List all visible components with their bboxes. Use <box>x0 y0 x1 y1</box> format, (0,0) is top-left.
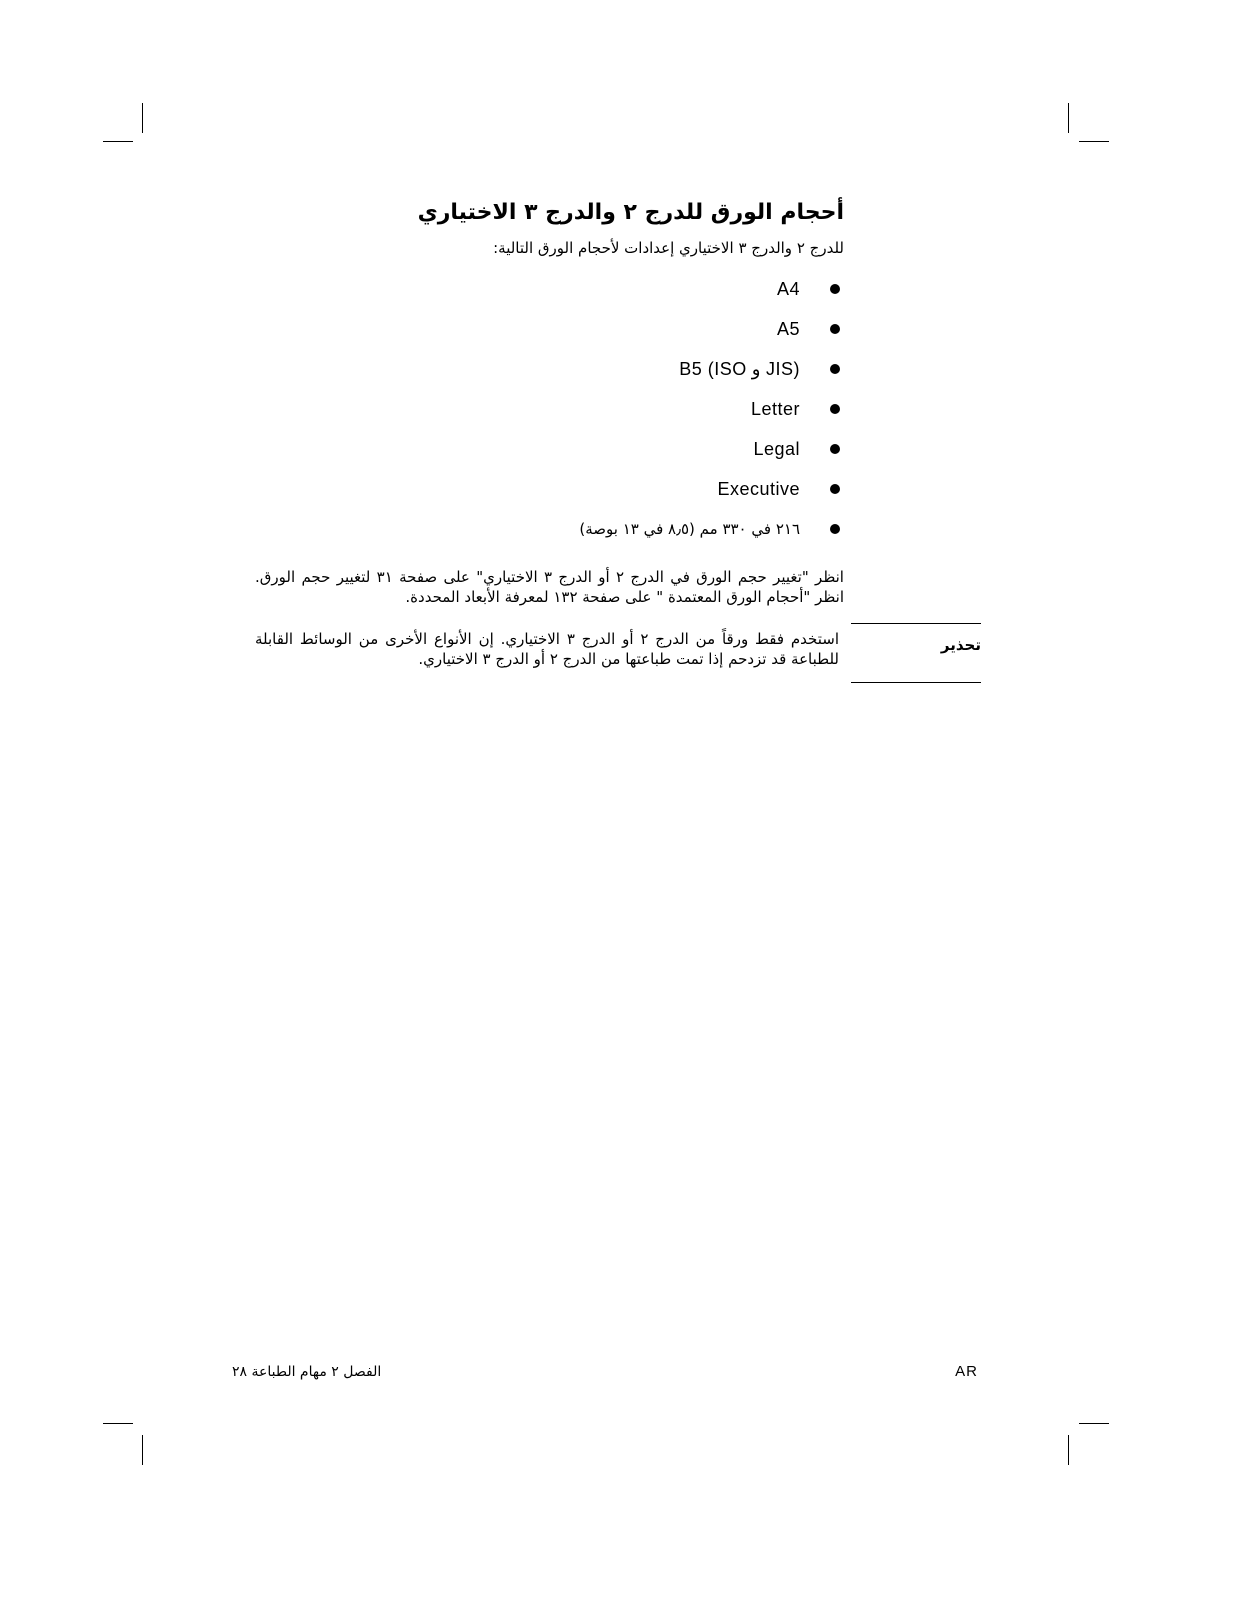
list-item-label: Letter <box>750 399 800 419</box>
crop-mark-bottom-right-vertical <box>1068 1435 1069 1465</box>
list-item-label: ٢١٦ في ٣٣٠ مم (٨٫٥ في ١٣ بوصة) <box>579 520 800 538</box>
list-item-label: Executive <box>717 479 800 499</box>
list-item <box>255 349 844 389</box>
footer-language: AR <box>955 1363 978 1380</box>
list-item-label: Legal <box>753 439 800 459</box>
bullet-icon <box>830 324 840 334</box>
warning-box <box>255 623 981 683</box>
list-item <box>255 389 844 429</box>
bullet-icon <box>830 524 840 534</box>
crop-mark-top-right-horizontal <box>1079 141 1109 142</box>
warning-top-rule <box>851 623 981 624</box>
list-item <box>255 309 844 349</box>
warning-label: تحذير <box>940 636 981 654</box>
list-item <box>255 469 844 509</box>
crop-mark-bottom-left-horizontal <box>103 1423 133 1424</box>
list-item <box>255 429 844 469</box>
crop-mark-top-left-horizontal <box>103 141 133 142</box>
bullet-icon <box>830 404 840 414</box>
crop-mark-top-left-vertical <box>142 103 143 133</box>
paper-size-list <box>255 269 844 549</box>
reference-note: انظر "تغيير حجم الورق في الدرج ٢ أو الدرج ٣ الاختياري" على صفحة ٣١ لتغيير حجم الورق. انظر "أحجام الورق المعتمدة " على صفحة ١٣٢ لمعرفة الأبعاد المحددة. <box>255 568 844 606</box>
warning-text: استخدم فقط ورقاً من الدرج ٢ أو الدرج ٣ الاختياري. إن الأنواع الأخرى من الوسائط القابلة للطباعة قد تزدحم إذا تمت طباعتها من الدرج ٢ أو الدرج ٣ الاختياري. <box>255 630 839 668</box>
footer-chapter: الفصل ٢ مهام الطباعة ٢٨ <box>232 1364 382 1380</box>
list-item-label: (JIS و ISO) B5 <box>679 359 800 379</box>
bullet-icon <box>830 364 840 374</box>
crop-mark-bottom-right-horizontal <box>1079 1423 1109 1424</box>
bullet-icon <box>830 284 840 294</box>
crop-mark-bottom-left-vertical <box>142 1435 143 1465</box>
bullet-icon <box>830 444 840 454</box>
intro-text: للدرج ٢ والدرج ٣ الاختياري إعدادات لأحجام الورق التالية: <box>493 239 844 257</box>
crop-mark-top-right-vertical <box>1068 103 1069 133</box>
main-content <box>255 195 844 607</box>
warning-bottom-rule <box>851 682 981 683</box>
list-item-label: A4 <box>776 279 800 299</box>
list-item-label: A5 <box>776 319 800 339</box>
list-item <box>255 269 844 309</box>
list-item <box>255 509 844 549</box>
bullet-icon <box>830 484 840 494</box>
page-title: أحجام الورق للدرج ٢ والدرج ٣ الاختياري <box>417 200 844 225</box>
